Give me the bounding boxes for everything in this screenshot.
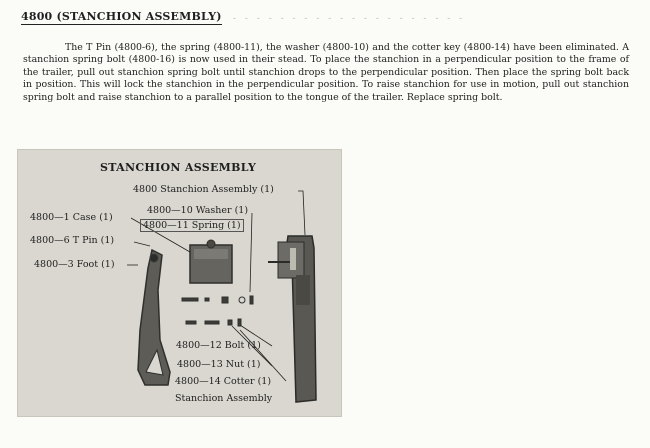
label-nut: 4800—13 Nut (1): [177, 359, 261, 370]
label-t-pin: 4800—6 T Pin (1): [30, 235, 115, 246]
small-parts: [182, 296, 253, 326]
label-stanchion-assembly: 4800 Stanchion Assembly (1): [133, 184, 274, 195]
heading-dash-rule: - - - - - - - - - - - - - - - - - - - -: [233, 14, 466, 24]
label-spring: 4800—11 Spring (1): [140, 219, 244, 232]
label-washer: 4800—10 Washer (1): [147, 205, 249, 216]
case-part: [190, 240, 232, 283]
stanchion-part: [268, 236, 316, 402]
section-title: (STANCHION ASSEMBLY): [56, 10, 222, 23]
figure-title: STANCHION ASSEMBLY: [100, 161, 257, 174]
label-foot: 4800—3 Foot (1): [34, 259, 115, 270]
body-paragraph: The T Pin (4800-6), the spring (4800-11), the washer (4800-10) and the cotter key (4800-14) have been eliminated. A stanchion spring bolt (4800-16) is now used in their stead. To place the stanchion in a perpendicular position to the frame of the trailer, pull out stanchion spring bolt until stanchion drops to the perpendicular position. Then place the spring bolt back in position. This will lock the stanchion in the perpendicular position. To raise stanchion for use in motion, pull out stanchion spring bolt and raise stanchion to a parallel position to the tongue of the trailer. Replace spring bolt.: [23, 42, 629, 103]
foot-part: [138, 250, 170, 385]
label-bolt: 4800—12 Bolt (1): [176, 340, 261, 351]
label-case: 4800—1 Case (1): [30, 212, 113, 223]
figure-caption: Stanchion Assembly: [175, 393, 273, 404]
label-cotter: 4800—14 Cotter (1): [175, 376, 272, 387]
section-number: 4800: [21, 10, 53, 23]
